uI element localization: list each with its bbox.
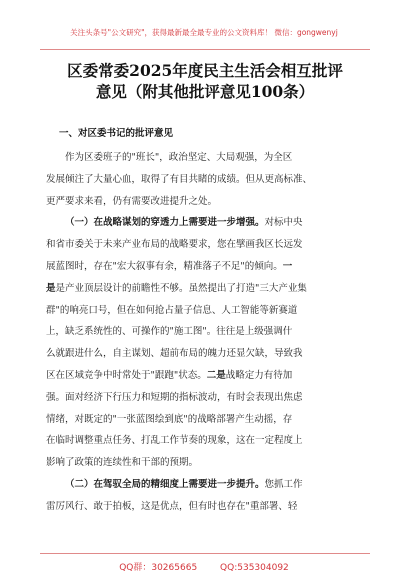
body-line bbox=[46, 365, 366, 387]
point-marker: 一 bbox=[282, 260, 293, 272]
body-text: 对标中央 bbox=[264, 217, 303, 229]
body-line: 雷厉风行、敢于拍板，这是优点，但有时也存在"重部署、轻 bbox=[46, 500, 298, 512]
subsection-heading: （一）在战略谋划的穿透力上需要进一步增强。 bbox=[65, 217, 265, 229]
body-line: 强。面对经济下行压力和短期的指标波动，有时会表现出焦虑 bbox=[46, 391, 303, 403]
body-text: 展蓝图时，存在"宏大叙事有余，精准落子不足"的倾向。 bbox=[46, 260, 283, 272]
body-text: 是产业顶层设计的前瞻性不够。虽然提出了打造"三大产业集 bbox=[55, 282, 307, 294]
document-title bbox=[40, 60, 370, 102]
body-line bbox=[46, 278, 366, 300]
body-line: 作为区委班子的"班长"，政治坚定、大局观强，为全区 bbox=[65, 152, 293, 163]
footer-divider bbox=[40, 553, 370, 554]
footer-qq-group: QQ群：30265665 bbox=[119, 563, 198, 573]
body-text: 区在区域竞争中时常处于"跟跑"状态。 bbox=[46, 369, 207, 381]
subsection-heading: （二）在驾驭全局的精细度上需要进一步提升。 bbox=[65, 478, 265, 490]
section-heading: 一、对区委书记的批评意见 bbox=[59, 128, 174, 139]
body-line: 情绪，对既定的"一张蓝图绘到底"的战略部署产生动摇，存 bbox=[46, 413, 293, 425]
body-text: 战略定力有待加 bbox=[225, 369, 293, 381]
body-line: 在临时调整重点任务、打乱工作节奏的现象，这在一定程度上 bbox=[46, 435, 303, 447]
header-banner: 关注头条号"公文研究"，获得最新最全最专业的公文资料库！ 微信：gongwenyj bbox=[70, 28, 338, 37]
body-line: 影响了政策的连续性和干部的预期。 bbox=[46, 457, 199, 469]
body-line: 发展倾注了大量心血，取得了有目共睹的成绩。但从更高标准、 bbox=[46, 173, 313, 185]
point-marker: 二是 bbox=[206, 369, 226, 381]
point-marker: 是 bbox=[46, 282, 56, 294]
header-divider bbox=[40, 49, 370, 50]
document-body bbox=[46, 147, 366, 518]
body-line: 更严要求来看，仍有需要改进提升之处。 bbox=[46, 195, 218, 207]
body-line bbox=[46, 212, 366, 234]
body-line bbox=[46, 474, 366, 496]
body-line: 群"的响亮口号，但在如何抢占量子信息、人工智能等新赛道 bbox=[46, 304, 298, 316]
body-line: 么就跟进什么，自主谋划、超前布局的魄力还显欠缺，导致我 bbox=[46, 348, 303, 360]
title-line-1: 区委常委2025年度民主生活会相互批评 bbox=[67, 61, 343, 80]
title-line-2: 意见（附其他批评意见100条） bbox=[95, 82, 315, 101]
body-line bbox=[46, 256, 366, 278]
body-line: 和省市委关于未来产业布局的战略要求，您在擘画我区长远发 bbox=[46, 239, 303, 251]
footer-qq: QQ:535304092 bbox=[220, 563, 289, 573]
body-text: 您抓工作 bbox=[264, 478, 303, 490]
body-line: 上，缺乏系统性的、可操作的"施工图"。往往是上级强调什 bbox=[46, 326, 293, 338]
footer bbox=[0, 560, 408, 573]
